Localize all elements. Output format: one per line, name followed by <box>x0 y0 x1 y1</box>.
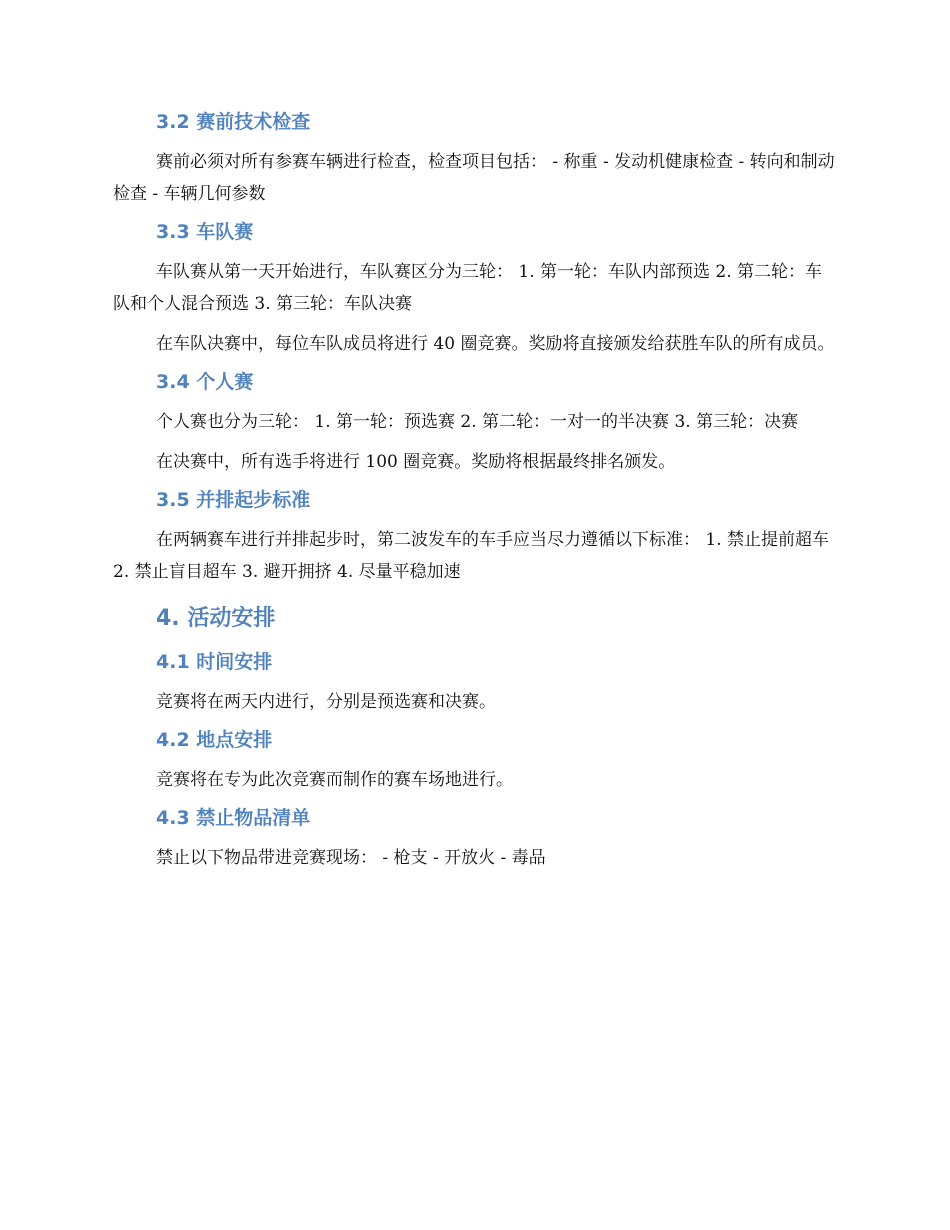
section-3-2 <box>113 108 837 210</box>
section-3-5 <box>113 486 837 588</box>
paragraph-3-3-2: 在车队决赛中，每位车队成员将进行 40 圈竞赛。奖励将直接颁发给获胜车队的所有成员。 <box>156 334 835 354</box>
heading-4-2: 4.2 地点安排 <box>156 729 273 751</box>
heading-3-3: 3.3 车队赛 <box>156 221 254 243</box>
heading-3-5: 3.5 并排起步标准 <box>156 489 311 511</box>
heading-4-1: 4.1 时间安排 <box>156 651 273 673</box>
heading-3-2: 3.2 赛前技术检查 <box>156 111 311 133</box>
heading-4: 4. 活动安排 <box>156 606 276 631</box>
paragraph-3-5-1: 在两辆赛车进行并排起步时，第二波发车的车手应当尽力遵循以下标准： 1. 禁止提前超车 2. 禁止盲目超车 3. 避开拥挤 4. 尽量平稳加速 <box>113 530 830 582</box>
section-4-3 <box>113 804 837 874</box>
paragraph-4-1-1: 竞赛将在两天内进行，分别是预选赛和决赛。 <box>156 692 496 712</box>
section-4-1 <box>113 648 837 718</box>
section-3-4 <box>113 368 837 478</box>
heading-3-4: 3.4 个人赛 <box>156 371 254 393</box>
paragraph-3-4-2: 在决赛中，所有选手将进行 100 圈竞赛。奖励将根据最终排名颁发。 <box>156 452 676 472</box>
paragraph-4-2-1: 竞赛将在专为此次竞赛而制作的赛车场地进行。 <box>156 770 513 790</box>
document-page <box>113 0 837 882</box>
paragraph-4-3-1: 禁止以下物品带进竞赛现场： - 枪支 - 开放火 - 毒品 <box>156 848 546 868</box>
paragraph-3-2-1: 赛前必须对所有参赛车辆进行检查，检查项目包括： - 称重 - 发动机健康检查 - 转向和制动检查 - 车辆几何参数 <box>113 152 835 204</box>
section-3-3 <box>113 218 837 360</box>
paragraph-3-3-1: 车队赛从第一天开始进行，车队赛区分为三轮： 1. 第一轮：车队内部预选 2. 第二轮：车队和个人混合预选 3. 第三轮：车队决赛 <box>113 262 823 314</box>
paragraph-3-4-1: 个人赛也分为三轮： 1. 第一轮：预选赛 2. 第二轮：一对一的半决赛 3. 第三轮：决赛 <box>156 412 799 432</box>
section-4-2 <box>113 726 837 796</box>
heading-4-3: 4.3 禁止物品清单 <box>156 807 311 829</box>
